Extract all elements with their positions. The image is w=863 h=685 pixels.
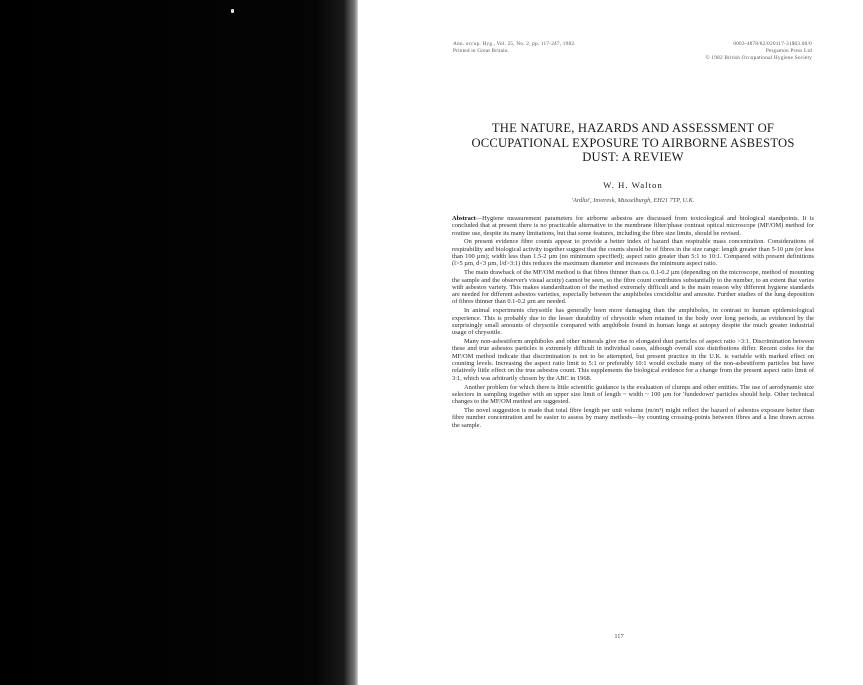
paper-page [359,0,863,685]
citation-line: Ann. occup. Hyg., Vol. 25, No. 2, pp. 117-247, 1982. [453,41,576,47]
author-affiliation: 'Ardlui', Inveresk, Musselburgh, EH21 7TP, U.K. [571,197,695,204]
journal-citation [453,41,643,55]
scan-speck [231,9,234,13]
author-name: W. H. Walton [603,180,663,190]
abstract-text: —Hygiene measurement parameters for airborne asbestos are discussed from toxicological and biological standpoints. It is concluded that at present there is no practicable alternative to the membrane filter/phase contrast optical microscope (MF/OM) method for routine use, despite its many limitations, but that some features, including the fibre size limits, should be revised. [452,215,814,237]
abstract-paragraph [452,215,814,237]
abstract-body [452,215,814,430]
abstract-label: Abstract [452,215,476,222]
copyright-line: © 1982 British Occupational Hygiene Society [705,55,812,61]
body-paragraph-5: Many non-asbestiform amphiboles and other minerals give rise to elongated dust particles of aspect ratio >3:1. Discrimination between these and true asbestos particles is extremely difficult in individual cases, although overall size distributions differ. Recent codes for the MF/OM method indicate that discrimination is not to be attempted, but present practice in the U.K. is variable with marked effect on counting levels. Increasing the aspect ratio limit to 5:1 or preferably 10:1 would exclude many of the non-asbestiform particles but have relatively little effect on the true asbestos count. This supplements the biological evidence for a change from the present aspect ratio limit of 3:1, which was arbitrarily chosen by the ABC in 1968. [452,338,814,382]
page-number: 117 [614,633,624,640]
body-paragraph-2: On present evidence fibre counts appear to provide a better index of hazard than respirable mass concentration. Considerations of respirability and biological activity together suggest that the counts should be of fibres in the size range: length greater than 5-10 µm (or less than 100 µm); width less than 1.5-2 µm (no minimum specified); aspect ratio greater than 5:1 to 10:1. Compared with present definitions (l>5 µm, d<3 µm, l/d>3:1) this reduces the maximum diameter and increases the minimum aspect ratio. [452,238,814,268]
body-paragraph-3: The main drawback of the MF/OM method is that fibres thinner than ca. 0.1-0.2 µm (depending on the microscope, method of mounting the sample and the observer's visual acuity) cannot be seen, so the fibre count contributes substantially to the number, to an extent that varies with asbestos variety. This makes standardization of the method extremely difficult and is the main reason why different hygiene standards are needed for different asbestos varieties, especially between the amphiboles crocidolite and amosite. Further studies of the lung deposition of fibres thinner than 0.1-0.2 µm are needed. [452,269,814,306]
paper-title [453,121,813,165]
body-paragraph-6: Another problem for which there is little scientific guidance is the evaluation of clumps and other entities. The use of aerodynamic size selectors in sampling together with an upper size limit of length ~ width ~ 100 µm for 'fundedown' particles should help. Other technical changes to the MF/OM method are suggested. [452,383,814,406]
publisher-line: Pergamon Press Ltd [765,48,812,54]
printed-in-line: Printed in Great Britain. [453,48,510,54]
body-paragraph-7: The novel suggestion is made that total fibre length per unit volume (m/m³) might reflect the hazard of asbestos exposure better than fibre number concentration and be easier to assess by many methods—by counting crossing-points between fibres and a line drawn across the sample. [452,406,814,429]
title-line-1: THE NATURE, HAZARDS AND ASSESSMENT OF [491,121,775,135]
scan-dark-border [0,0,358,685]
body-paragraph-4: In animal experiments chrysotile has generally been more damaging than the amphiboles, in contrast to human epidemiological experience. This is probably due to the lesser durability of chrysotile when retained in the body over long periods, as evidenced by the surprisingly small amounts of chrysotile compared with amphibole found in human lungs at autopsy despite the much greater industrial usage of chrysotile. [452,307,814,337]
issn-line: 0003-4878/82/020117-31$03.00/0 [733,41,812,47]
title-line-2: OCCUPATIONAL EXPOSURE TO AIRBORNE ASBESTOS [471,135,795,150]
title-line-3: DUST: A REVIEW [582,150,684,164]
publisher-info [654,41,812,62]
